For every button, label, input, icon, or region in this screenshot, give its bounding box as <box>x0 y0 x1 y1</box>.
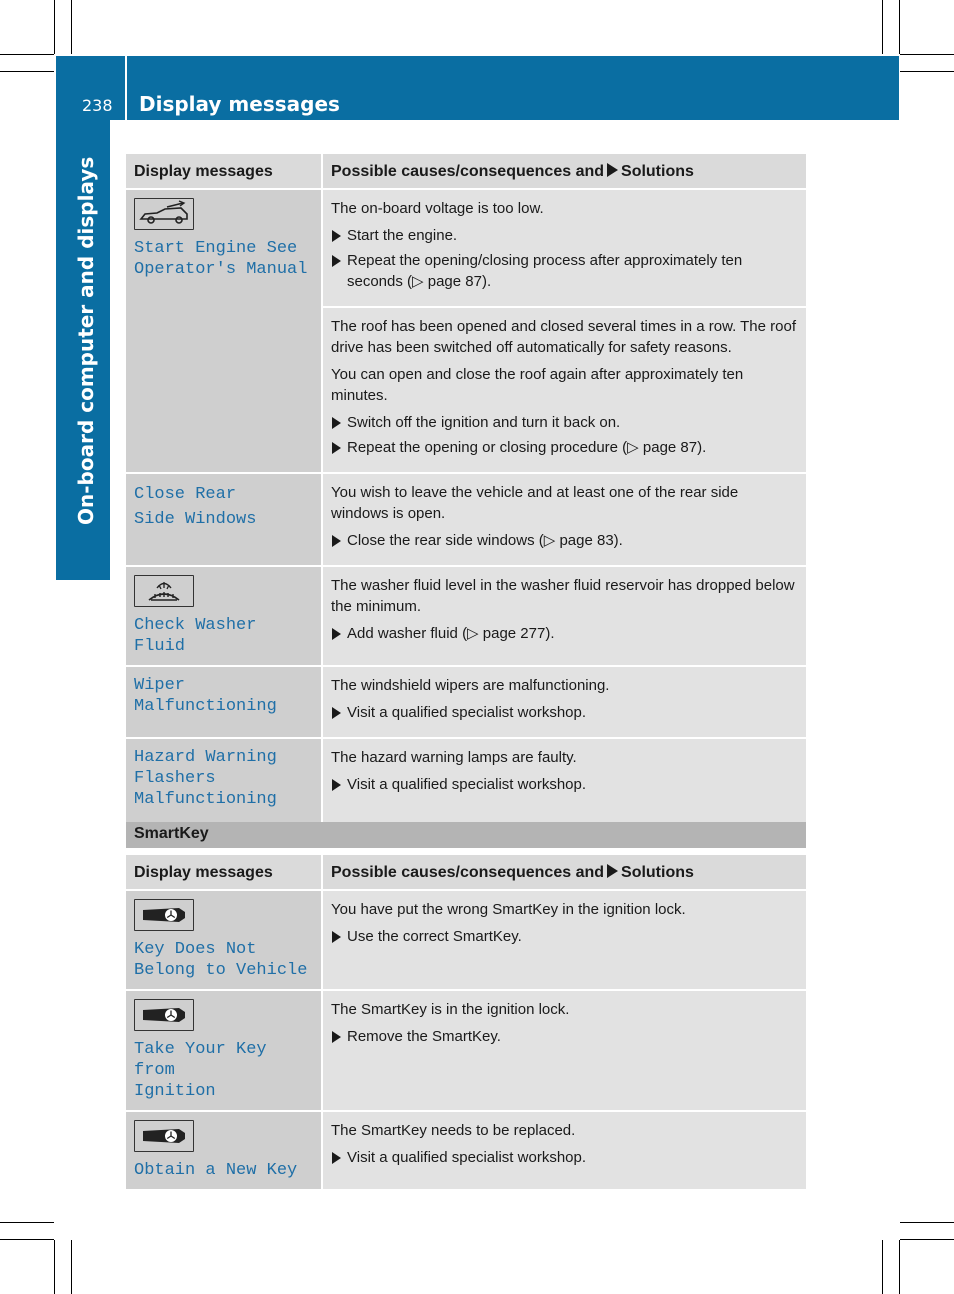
smartkey-icon <box>134 1120 194 1152</box>
display-message-cell <box>126 566 322 666</box>
table-row <box>126 990 806 1111</box>
causes-solutions-cell <box>322 189 806 307</box>
page-header <box>56 56 899 120</box>
solution-step: Add washer fluid (▷ page 277). <box>331 623 798 644</box>
crop-mark <box>900 54 954 55</box>
table-row <box>126 473 806 566</box>
crop-mark <box>71 0 72 54</box>
crop-mark <box>900 1239 954 1240</box>
solution-step: Use the correct SmartKey. <box>331 926 798 947</box>
page-title: Display messages <box>139 92 340 116</box>
display-message-text: Obtain a New Key <box>134 1161 298 1180</box>
column-header-causes-solutions: Possible causes/consequences and Solutions <box>322 855 806 890</box>
display-message-cell <box>126 473 322 566</box>
cause-text: The on-board voltage is too low. <box>331 200 544 217</box>
table-row <box>126 890 806 990</box>
causes-solutions-cell <box>322 890 806 990</box>
causes-solutions-cell <box>322 307 806 473</box>
table-row <box>126 666 806 738</box>
cause-text: The hazard warning lamps are faulty. <box>331 749 577 766</box>
section-heading-bar <box>126 822 806 848</box>
cause-text: The windshield wipers are malfunctioning. <box>331 677 610 694</box>
display-message-text: Take Your Key from Ignition <box>134 1040 267 1101</box>
display-message-cell <box>126 890 322 990</box>
cause-text: You can open and close the roof again after approximately ten minutes. <box>331 366 744 404</box>
display-message-cell <box>126 1111 322 1190</box>
solution-step: Start the engine. <box>331 225 798 246</box>
crop-mark <box>900 1222 954 1223</box>
display-message-text: Hazard Warning Flashers Malfunctioning <box>134 748 277 809</box>
arrow-right-icon <box>607 864 618 878</box>
display-messages-table <box>126 154 806 824</box>
smartkey-icon <box>134 899 194 931</box>
causes-solutions-cell <box>322 566 806 666</box>
display-message-text: Key Does Not Belong to Vehicle <box>134 940 308 980</box>
cause-text: The SmartKey is in the ignition lock. <box>331 1001 570 1018</box>
washer-fluid-icon <box>134 575 194 607</box>
crop-mark <box>0 1222 54 1223</box>
crop-mark <box>54 1240 55 1294</box>
table-header-row <box>126 154 806 189</box>
display-message-cell <box>126 738 322 823</box>
cause-text: You have put the wrong SmartKey in the ignition lock. <box>331 901 686 918</box>
cause-text: The SmartKey needs to be replaced. <box>331 1122 576 1139</box>
crop-mark <box>0 71 54 72</box>
display-message-cell <box>126 990 322 1111</box>
cause-text: The roof has been opened and closed several times in a row. The roof drive has been switched off automatically for safety reasons. <box>331 318 797 356</box>
crop-mark <box>899 0 900 54</box>
display-message-cell <box>126 189 322 473</box>
convertible-roof-icon <box>134 198 194 230</box>
display-message-cell <box>126 666 322 738</box>
solution-step: Repeat the opening/closing process after approximately ten seconds (▷ page 87). <box>331 250 798 292</box>
crop-mark <box>882 0 883 54</box>
arrow-right-icon <box>607 163 618 177</box>
table-row <box>126 566 806 666</box>
page-number: 238 <box>82 96 113 115</box>
crop-mark <box>54 0 55 54</box>
cause-text: You wish to leave the vehicle and at least one of the rear side windows is open. <box>331 484 739 522</box>
solution-step: Remove the SmartKey. <box>331 1026 798 1047</box>
section-heading: SmartKey <box>134 825 209 842</box>
crop-mark <box>900 71 954 72</box>
smartkey-messages-table <box>126 855 806 1191</box>
crop-mark <box>71 1240 72 1294</box>
solution-step: Visit a qualified specialist workshop. <box>331 1147 798 1168</box>
display-message-text: Close Rear Side Windows <box>134 485 257 529</box>
display-message-text: Start Engine See Operator's Manual <box>134 239 308 279</box>
table-row <box>126 1111 806 1190</box>
solution-step: Repeat the opening or closing procedure (▷ page 87). <box>331 437 798 458</box>
solution-step: Visit a qualified specialist workshop. <box>331 774 798 795</box>
column-header-causes-solutions: Possible causes/consequences and Solutions <box>322 154 806 189</box>
crop-mark <box>882 1240 883 1294</box>
cause-text: The washer fluid level in the washer fluid reservoir has dropped below the minimum. <box>331 577 795 615</box>
solution-step: Visit a qualified specialist workshop. <box>331 702 798 723</box>
causes-solutions-cell <box>322 738 806 823</box>
causes-solutions-cell <box>322 473 806 566</box>
display-message-text: Wiper Malfunctioning <box>134 676 277 716</box>
chapter-tab-label: On-board computer and displays <box>74 156 98 525</box>
column-header-display-messages: Display messages <box>126 855 322 890</box>
column-header-display-messages: Display messages <box>126 154 322 189</box>
causes-solutions-cell <box>322 1111 806 1190</box>
causes-solutions-cell <box>322 666 806 738</box>
causes-solutions-cell <box>322 990 806 1111</box>
table-header-row <box>126 855 806 890</box>
solution-step: Switch off the ignition and turn it back on. <box>331 412 798 433</box>
solution-step: Close the rear side windows (▷ page 83). <box>331 530 798 551</box>
crop-mark <box>0 1239 54 1240</box>
crop-mark <box>899 1240 900 1294</box>
header-divider <box>125 56 127 120</box>
table-row <box>126 189 806 307</box>
display-message-text: Check Washer Fluid <box>134 616 257 656</box>
smartkey-icon <box>134 999 194 1031</box>
crop-mark <box>0 54 54 55</box>
table-row <box>126 738 806 823</box>
